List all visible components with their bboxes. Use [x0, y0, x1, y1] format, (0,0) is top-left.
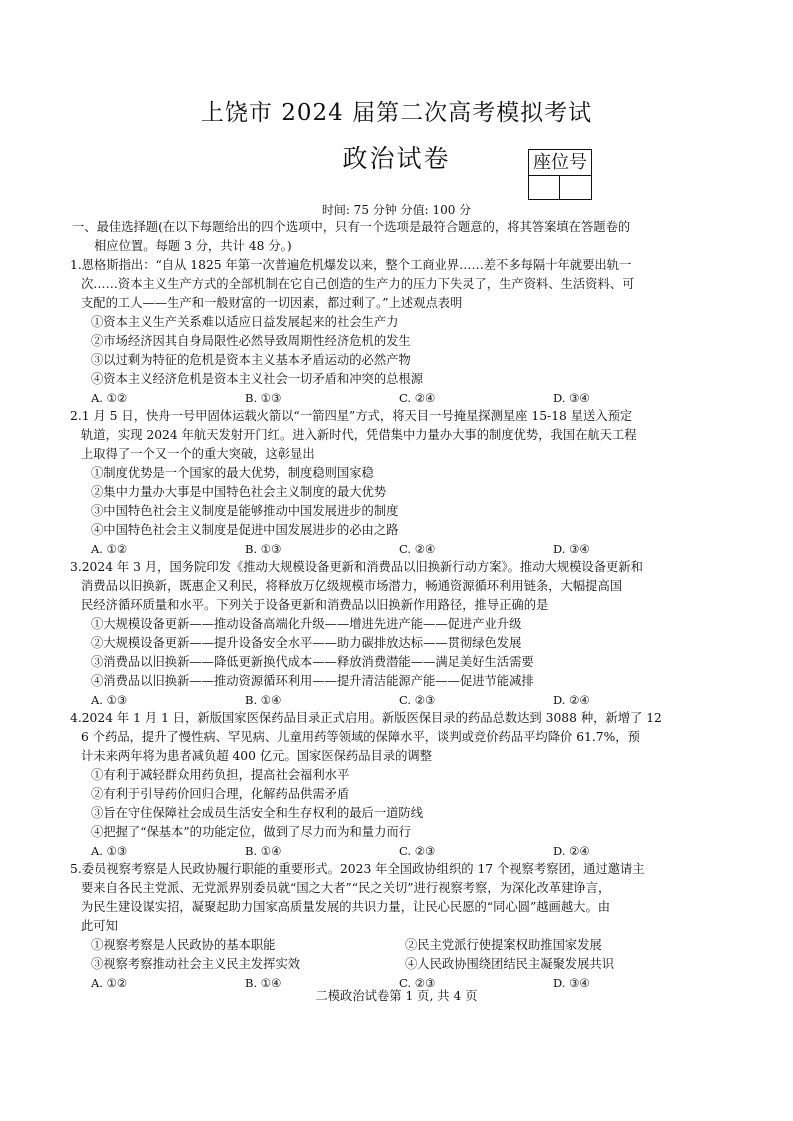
statement-option: ①制度优势是一个国家的最大优势，制度稳则国家稳 — [91, 466, 374, 480]
answer-choice-c: C. ②③ — [399, 976, 436, 990]
answer-choice-b: B. ①③ — [245, 542, 282, 556]
answer-choice-c: C. ②④ — [399, 542, 436, 556]
answer-choice-b: B. ①④ — [245, 976, 282, 990]
statement-option: ④中国特色社会主义制度是促进中国发展进步的必由之路 — [91, 523, 399, 537]
question-stem-line: 6 个药品，提升了慢性病、罕见病、儿童用药等领域的保障水平，谈判或竞价药品平均降价 61.7%，预 — [81, 730, 640, 744]
seat-number-box — [528, 149, 592, 200]
question-stem-line: 民经济循环质量和水平。下列关于设备更新和消费品以旧换新作用路径，推导正确的是 — [81, 598, 549, 612]
section-heading — [72, 218, 730, 256]
question-stem-line: 4.2024 年 1 月 1 日，新版国家医保药品目录正式启用。新版医保目录的药品总数达到 3088 种，新增了 12 — [70, 711, 662, 725]
answer-choice-c: C. ②③ — [399, 693, 436, 707]
answer-choice-d: D. ③④ — [553, 542, 590, 556]
statement-option: ③中国特色社会主义制度是能够推动中国发展进步的制度 — [91, 504, 399, 518]
statement-option: ③以过剩为特征的危机是资本主义基本矛盾运动的必然产物 — [91, 353, 411, 367]
seat-number-label: 座位号 — [529, 150, 591, 176]
answer-choice-b: B. ①④ — [245, 693, 282, 707]
time-score-info: 时间: 75 分钟 分值: 100 分 — [321, 203, 472, 217]
answer-choice-d: D. ②④ — [553, 844, 590, 858]
section-instruction-line: 一、最佳选择题(在以下每题给出的四个选项中，只有一个选项是最符合题意的，将其答案填在答题卷的 — [72, 220, 631, 234]
statement-option: ①有利于减轻群众用药负担，提高社会福利水平 — [91, 768, 350, 782]
question-1 — [70, 256, 730, 407]
answer-choice-a: A. ①② — [91, 976, 128, 990]
question-2 — [70, 407, 730, 558]
question-stem-line: 为民生建设谋实招，凝聚起助力国家高质量发展的共识力量，让民心民愿的“同心圆”越画越大。由 — [81, 900, 611, 914]
statement-option: ②市场经济因其自身局限性必然导致周期性经济危机的发生 — [91, 334, 411, 348]
question-stem-line: 轨道，实现 2024 年航天发射开门红。进入新时代，凭借集中力量办大事的制度优势，我国在航天工程 — [81, 428, 637, 442]
statement-option: ②有利于引导药价回归合理，化解药品供需矛盾 — [91, 787, 350, 801]
statement-option: ①视察考察是人民政协的基本职能 — [91, 938, 276, 952]
page-footer: 二模政治试卷第 1 页, 共 4 页 — [315, 989, 478, 1003]
question-stem-line: 消费品以旧换新，既惠企又利民，将释放万亿级规模市场潜力，畅通资源循环利用链条，大幅提高国 — [81, 579, 623, 593]
statement-option: ④消费品以旧换新——推动资源循环利用——提升清洁能源产能——促进节能减排 — [91, 674, 534, 688]
answer-choice-b: B. ①④ — [245, 844, 282, 858]
statement-option: ②大规模设备更新——提升设备安全水平——助力碳排放达标——贯彻绿色发展 — [91, 636, 522, 650]
exam-subtitle: 政治试卷 — [342, 144, 451, 173]
answer-choices — [70, 389, 730, 407]
question-3 — [70, 558, 730, 709]
statement-option: ②民主党派行使提案权助推国家发展 — [405, 938, 602, 952]
answer-choice-d: D. ③④ — [553, 976, 590, 990]
statement-option: ①大规模设备更新——推动设备高端化升级——增进先进产能——促进产业升级 — [91, 617, 522, 631]
statement-options-row — [70, 936, 730, 955]
answer-choice-a: A. ①② — [91, 542, 128, 556]
statement-option: ④资本主义经济危机是资本主义社会一切矛盾和冲突的总根源 — [91, 372, 424, 386]
question-stem-line: 要来自各民主党派、无党派界别委员就“国之大者”“民之关切”进行视察考察，为深化改革建诤言， — [81, 881, 611, 895]
section-instruction-line: 相应位置。每题 3 分，共计 48 分。) — [94, 239, 292, 253]
question-stem-line: 上取得了一个又一个的重大突破，这彰显出 — [81, 447, 315, 461]
statement-option: ③旨在守住保障社会成员生活安全和生存权利的最后一道防线 — [91, 806, 424, 820]
answer-choices — [70, 842, 730, 860]
answer-choice-d: D. ②④ — [553, 693, 590, 707]
answer-choice-c: C. ②③ — [399, 844, 436, 858]
question-stem-line: 此可知 — [81, 919, 118, 933]
question-stem-line: 5.委员视察考察是人民政协履行职能的重要形式。2023 年全国政协组织的 17 个视察考察团，通过邀请主 — [70, 862, 645, 876]
statement-option: ②集中力量办大事是中国特色社会主义制度的最大优势 — [91, 485, 387, 499]
question-stem-line: 计未来两年将为患者减负超 400 亿元。国家医保药品目录的调整 — [81, 749, 433, 763]
answer-choice-a: A. ①③ — [91, 844, 128, 858]
exam-title: 上饶市 2024 届第二次高考模拟考试 — [200, 100, 593, 126]
question-stem-line: 支配的工人——生产和一般财富的一切因素，都过剩了。”上述观点表明 — [81, 296, 463, 310]
statement-option: ③消费品以旧换新——降低更新换代成本——释放消费潜能——满足美好生活需要 — [91, 655, 534, 669]
answer-choices — [70, 540, 730, 558]
question-5 — [70, 860, 730, 992]
question-stem-line: 2.1 月 5 日，快舟一号甲固体运载火箭以“一箭四星”方式，将天目一号掩星探测星座 15-18 星送入预定 — [70, 409, 633, 423]
question-4 — [70, 709, 730, 860]
seat-number-cell — [529, 176, 560, 199]
question-stem-line: 3.2024 年 3 月，国务院印发《推动大规模设备更新和消费品以旧换新行动方案》。推动大规模设备更新和 — [70, 560, 643, 574]
statement-option: ③视察考察推动社会主义民主发挥实效 — [91, 957, 301, 971]
exam-content — [70, 218, 730, 992]
answer-choice-a: A. ①② — [91, 391, 128, 405]
answer-choice-a: A. ①③ — [91, 693, 128, 707]
question-stem-line: 次……资本主义生产方式的全部机制在它自己创造的生产力的压力下失灵了，生产资料、生活资料、可 — [81, 277, 635, 291]
statement-option: ④人民政协围绕团结民主凝聚发展共识 — [405, 957, 615, 971]
answer-choices — [70, 691, 730, 709]
statement-option: ④把握了“保基本”的功能定位，做到了尽力而为和量力而行 — [91, 825, 411, 839]
question-stem-line: 1.恩格斯指出：“自从 1825 年第一次普遍危机爆发以来，整个工商业界……差不多每隔十年就要出轨一 — [70, 258, 632, 272]
answer-choice-d: D. ③④ — [553, 391, 590, 405]
statement-options-row — [70, 955, 730, 974]
answer-choice-b: B. ①③ — [245, 391, 282, 405]
statement-option: ①资本主义生产关系难以适应日益发展起来的社会生产力 — [91, 315, 399, 329]
answer-choice-c: C. ②④ — [399, 391, 436, 405]
